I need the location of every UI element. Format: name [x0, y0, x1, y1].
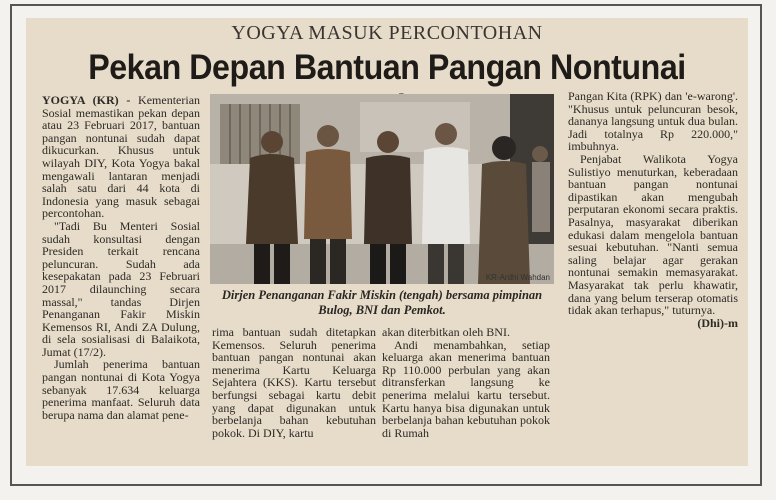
paragraph: Penjabat Walikota Yogya Sulistiyo menuturkan, keberadaan bantuan pangan nontunai dipastikan akan mengubah perputaran ekonomi secara praktis. Pasalnya, masyarakat diberikan edukasi dalam mengelola bantuan sesuai kebutuhan. "Nanti semua saling belajar agar gerakan nontunai semakin memasyarakat. Masyarakat tak perlu khawatir, dana yang belum terserap otomatis tidak akan terhapus," tuturnya.: [568, 151, 738, 318]
paragraph: akan diterbitkan oleh BNI.: [382, 325, 510, 339]
article-column-2: [212, 326, 376, 439]
dateline: YOGYA (KR) -: [42, 93, 131, 107]
news-photo: [210, 94, 554, 284]
paragraph: "Tadi Bu Menteri Sosial sudah konsultasi dengan Presiden terkait rencana peluncuran. Sudah ada kesepakatan pada 23 Februari 2017 dilaunching secara massal," tandas Dirjen Penanganan Fakir Miskin Kemensos RI, Andi ZA Dulung, di sela sosialisasi di Balaikota, Jumat (17/2).: [42, 218, 200, 359]
photo-illustration: [210, 94, 554, 284]
paragraph: Andi menambahkan, setiap keluarga akan menerima bantuan Rp 110.000 perbulan yang akan ditransferkan langsung ke penerima melalui kartu tersebut. Kartu hanya bisa digunakan untuk berbelanja bahan kebutuhan pokok di Rumah: [382, 337, 550, 440]
paragraph: [42, 94, 200, 220]
article-column-1: [42, 94, 200, 421]
headline: Pekan Depan Bantuan Pangan Nontunai: [88, 48, 686, 87]
kicker-heading: YOGYA MASUK PERCONTOHAN: [231, 22, 543, 44]
paragraph: rima bantuan sudah ditetapkan Kemensos. Seluruh penerima bantuan pangan nontunai akan menerima Kartu Keluarga Sejahtera (KKS). Kartu tersebut berfungsi sebagai kartu debit yang dapat digunakan untuk berbelanja bahan kebutuhan pokok. Di DIY, kartu: [212, 325, 376, 440]
photo-caption: Dirjen Penanganan Fakir Miskin (tengah) bersama pimpinan Bulog, BNI dan Pemkot.: [221, 288, 543, 317]
newspaper-clipping: [26, 18, 748, 466]
paragraph: Pangan Kita (RPK) dan 'e-warong'. "Khusus untuk peluncuran besok, dananya langsung untuk dua bulan. Jadi totalnya Rp 220.000," imbuhnya.: [568, 89, 738, 154]
paragraph-text: Kementerian Sosial memastikan pekan depan atau 23 Februari 2017, bantuan pangan nontunai sudah dapat dikucurkan. Khusus untuk wilayah DIY, Kota Yogya bakal mengawali lantaran menjadi salah satu dari 44 kota di Indonesia yang masuk sebagai percontohan.: [42, 93, 201, 221]
paragraph: Jumlah penerima bantuan pangan nontunai di Kota Yogya sebanyak 17.634 keluarga penerima manfaat. Seluruh data berupa nama dan alamat pene-: [42, 357, 200, 422]
author-signature: (Dhi)-m: [697, 315, 738, 330]
photo-credit: KR-Ardhi Wahdan: [485, 273, 550, 282]
article-column-4: [568, 90, 738, 329]
article-column-3: [382, 326, 550, 439]
